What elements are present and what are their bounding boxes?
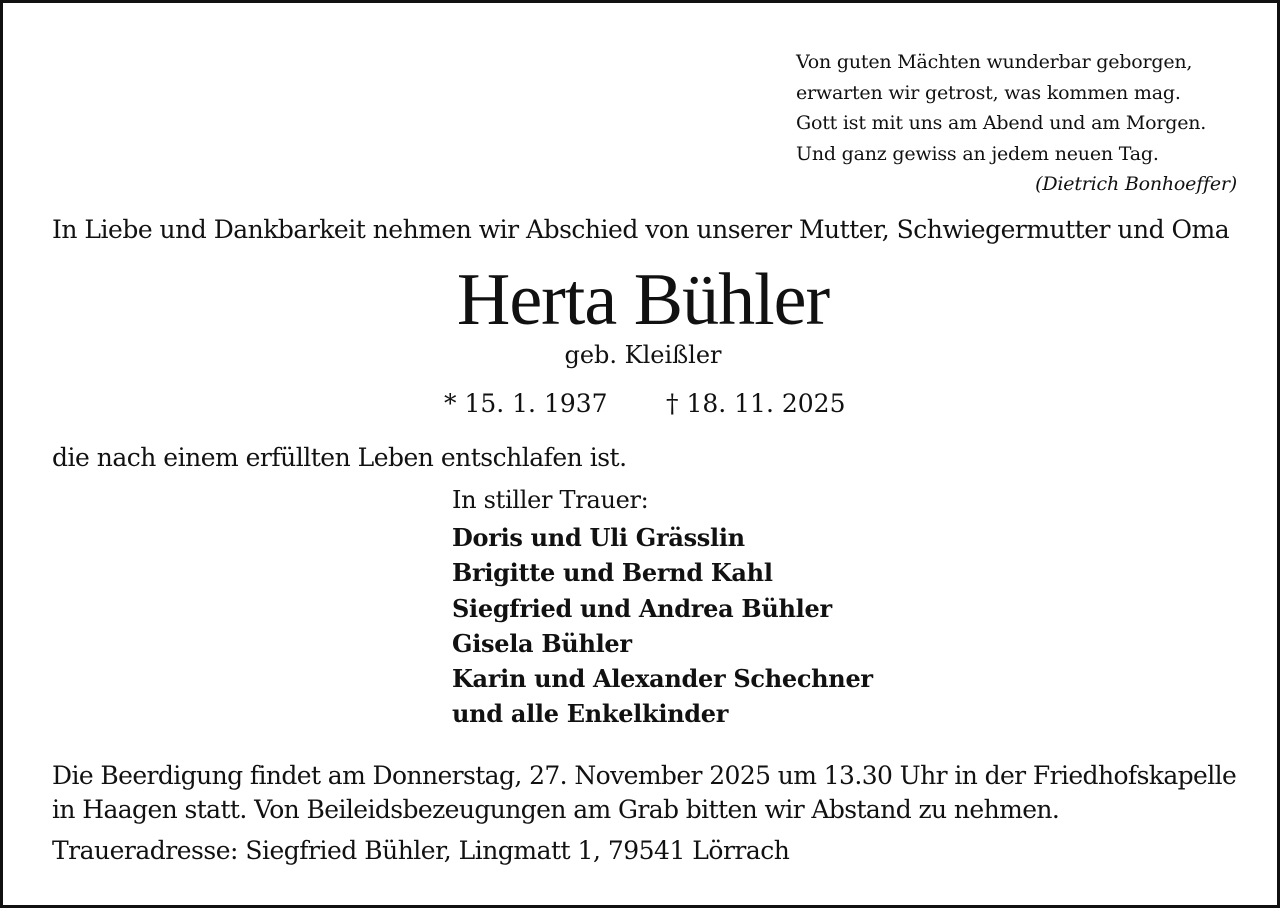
closing-text: die nach einem erfüllten Leben entschlafen ist. [52,443,627,472]
mourners-block [452,486,873,732]
mourner-name: Siegfried und Andrea Bühler [452,593,832,623]
poem-line: Gott ist mit uns am Abend und am Morgen. [796,112,1207,134]
mourner-name: und alle Enkelkinder [452,699,729,729]
poem-line: Und ganz gewiss an jedem neuen Tag. [796,142,1159,165]
poem [796,47,1246,200]
mourners-heading: In stiller Trauer: [452,486,649,514]
mourner-name: Karin und Alexander Schechner [452,664,873,694]
mourner-name: Gisela Bühler [452,628,632,658]
deceased-name: Herta Bühler [456,259,830,341]
funeral-line: Die Beerdigung findet am Donnerstag, 27. November 2025 um 13.30 Uhr in der Friedhofskapelle [52,761,1237,790]
mourner-name: Brigitte und Bernd Kahl [452,558,773,588]
funeral-info [52,759,1236,827]
birth-date: * 15. 1. 1937 [444,389,608,418]
funeral-line: in Haagen statt. Von Beileidsbezeugungen am Grab bitten wir Abstand zu nehmen. [52,795,1060,824]
poem-author: (Dietrich Bonhoeffer) [1035,173,1237,195]
intro-text: In Liebe und Dankbarkeit nehmen wir Abschied von unserer Mutter, Schwiegermutter und Oma [52,215,1230,244]
death-date: † 18. 11. 2025 [666,389,846,418]
poem-line: erwarten wir getrost, was kommen mag. [796,81,1181,104]
maiden-name: geb. Kleißler [564,341,722,369]
poem-line: Von guten Mächten wunderbar geborgen, [796,51,1193,73]
mourning-address: Traueradresse: Siegfried Bühler, Lingmatt 1, 79541 Lörrach [52,836,790,865]
mourner-name: Doris und Uli Grässlin [452,523,745,552]
